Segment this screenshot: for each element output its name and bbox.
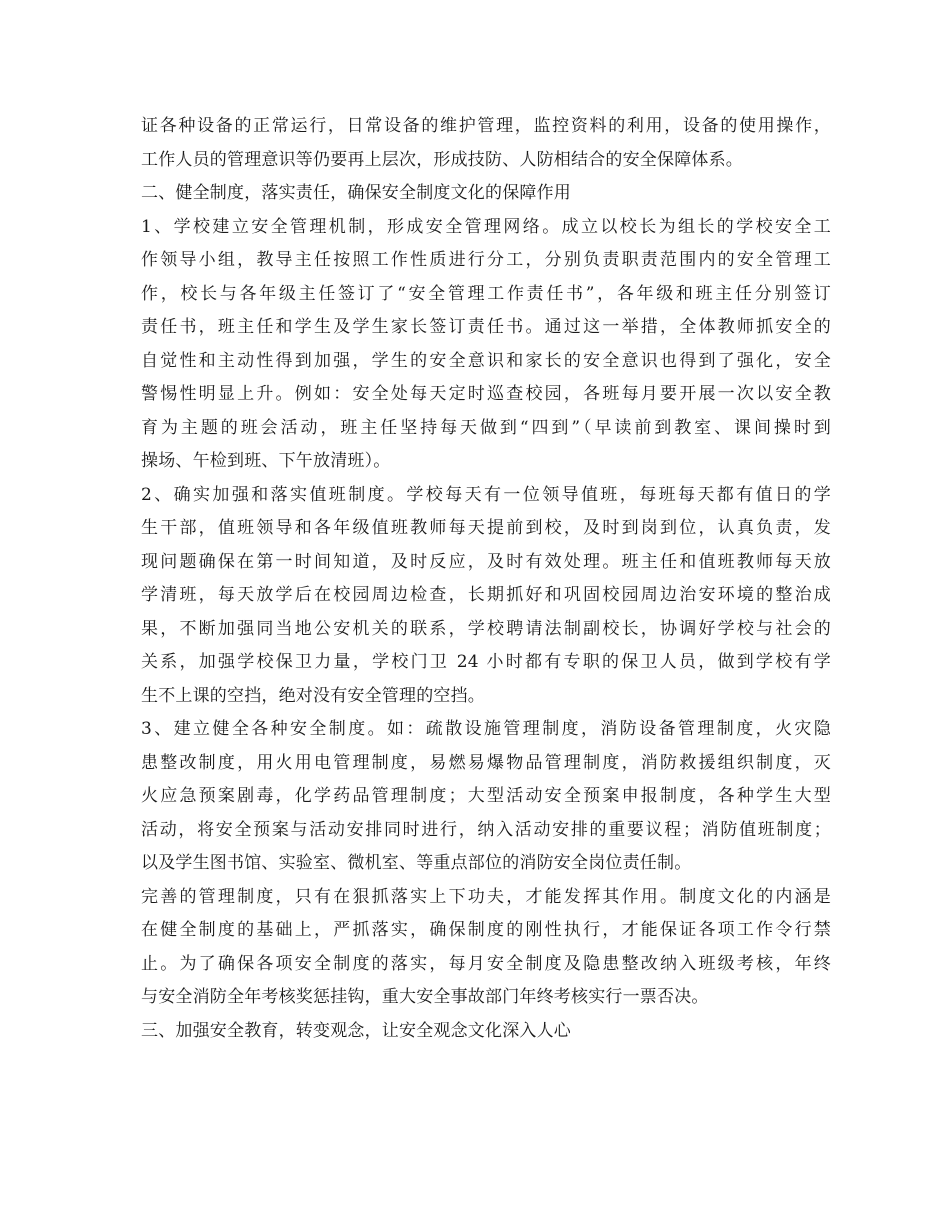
text-line: 活动，将安全预案与活动安排同时进行，纳入活动安排的重要议程；消防值班制度； <box>141 819 831 840</box>
text-line: 三、加强安全教育，转变观念，让安全观念文化深入人心 <box>141 1020 571 1041</box>
paragraph <box>141 1015 831 1049</box>
text-line: 作领导小组，教导主任按照工作性质进行分工，分别负责职责范围内的安全管理工 <box>141 250 831 270</box>
text-line: 工作人员的管理意识等仍要再上层次，形成技防、人防相结合的安全保障体系。 <box>141 149 743 170</box>
text-line: 生干部，值班领导和各年级值班教师每天提前到校，及时到岗到位，认真负责，发 <box>141 518 831 538</box>
text-line: 育为主题的班会活动，班主任坚持每天做到“四到”（早读前到教室、课间操时到 <box>141 417 831 438</box>
text-line: 止。为了确保各项安全制度的落实，每月安全制度及隐患整改纳入班级考核，年终 <box>141 953 831 974</box>
text-line: 关系，加强学校保卫力量，学校门卫 24 小时都有专职的保卫人员，做到学校有学 <box>141 652 831 672</box>
text-line: 火应急预案剧毒，化学药品管理制度；大型活动安全预案申报制度，各种学生大型 <box>141 786 831 806</box>
text-line: 警惕性明显上升。例如：安全处每天定时巡查校园，各班每月要开展一次以安全教 <box>141 384 831 404</box>
paragraph <box>141 713 831 881</box>
paragraph <box>141 211 831 479</box>
text-line: 证各种设备的正常运行，日常设备的维护管理，监控资料的利用，设备的使用操作， <box>141 116 831 136</box>
text-line: 操场、午检到班、下午放清班）。 <box>141 451 391 471</box>
text-line: 以及学生图书馆、实验室、微机室、等重点部位的消防安全岗位责任制。 <box>141 853 692 873</box>
paragraph <box>141 110 831 177</box>
paragraph <box>141 479 831 714</box>
text-line: 在健全制度的基础上，严抓落实，确保制度的刚性执行，才能保证各项工作令行禁 <box>141 920 831 940</box>
text-line: 自觉性和主动性得到加强，学生的安全意识和家长的安全意识也得到了强化，安全 <box>141 350 831 371</box>
text-line: 2、确实加强和落实值班制度。学校每天有一位领导值班，每班每天都有值日的学 <box>141 484 831 505</box>
text-line: 二、健全制度，落实责任，确保安全制度文化的保障作用 <box>141 183 571 203</box>
text-line: 学清班，每天放学后在校园周边检查，长期抓好和巩固校园周边治安环境的整治成 <box>141 585 831 605</box>
paragraph <box>141 177 831 211</box>
text-line: 作，校长与各年级主任签订了“安全管理工作责任书”，各年级和班主任分别签订 <box>141 283 831 304</box>
text-line: 生不上课的空挡，绝对没有安全管理的空挡。 <box>141 685 485 706</box>
text-line: 完善的管理制度，只有在狠抓落实上下功夫，才能发挥其作用。制度文化的内涵是 <box>141 886 831 907</box>
text-line: 患整改制度，用火用电管理制度，易燃易爆物品管理制度，消防救援组织制度，灭 <box>141 752 831 773</box>
text-line: 现问题确保在第一时间知道，及时反应，及时有效处理。班主任和值班教师每天放 <box>141 551 831 572</box>
text-line: 3、建立健全各种安全制度。如：疏散设施管理制度，消防设备管理制度，火灾隐 <box>141 719 831 739</box>
text-line: 果，不断加强同当地公安机关的联系，学校聘请法制副校长，协调好学校与社会的 <box>141 618 831 639</box>
text-line: 1、学校建立安全管理机制，形成安全管理网络。成立以校长为组长的学校安全工 <box>141 216 831 237</box>
text-line: 与安全消防全年考核奖惩挂钩，重大安全事故部门年终考核实行一票否决。 <box>141 987 709 1007</box>
paragraph <box>141 881 831 1015</box>
text-line: 责任书，班主任和学生及学生家长签订责任书。通过这一举措，全体教师抓安全的 <box>141 317 831 337</box>
document-body <box>141 110 831 1048</box>
